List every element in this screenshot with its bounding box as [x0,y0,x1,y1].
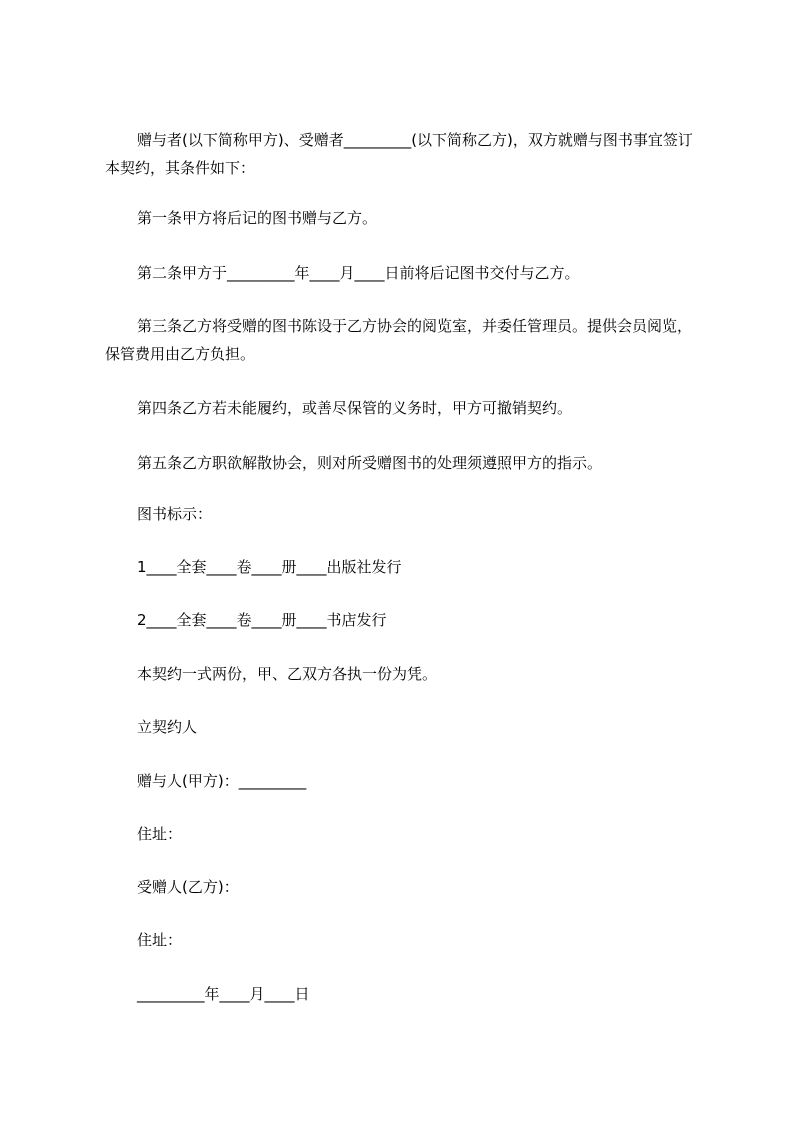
recipient-line: 受赠人(乙方)： [137,878,239,896]
signatories-heading: 立契约人 [137,718,198,736]
recipient-address: 住址： [137,931,183,949]
article-2: 第二条甲方于_________年____月____日前将后记图书交付与乙方。 [137,264,580,282]
book-item-1: 1____全套____卷____册____出版社发行 [137,558,402,576]
date-line: _________年____月____日 [137,985,310,1003]
intro-paragraph: 赠与者(以下简称甲方)、受赠者_________(以下简称乙方)，双方就赠与图书事宜签订本契约，其条件如下： [105,131,693,177]
article-5: 第五条乙方职欲解散协会，则对所受赠图书的处理须遵照甲方的指示。 [137,454,603,472]
article-4: 第四条乙方若未能履约，或善尽保管的义务时，甲方可撤销契约。 [137,399,573,417]
copies-clause: 本契约一式两份，甲、乙双方各执一份为凭。 [137,665,438,683]
article-3: 第三条乙方将受赠的图书陈设于乙方协会的阅览室，并委任管理员。提供会员阅览，保管费用由乙方负担。 [105,317,693,363]
donor-address: 住址： [137,825,183,843]
donor-line: 赠与人(甲方)：_________ [137,772,307,790]
book-item-2: 2____全套____卷____册____书店发行 [137,611,387,629]
article-1: 第一条甲方将后记的图书赠与乙方。 [137,209,378,227]
books-heading: 图书标示： [137,505,213,523]
